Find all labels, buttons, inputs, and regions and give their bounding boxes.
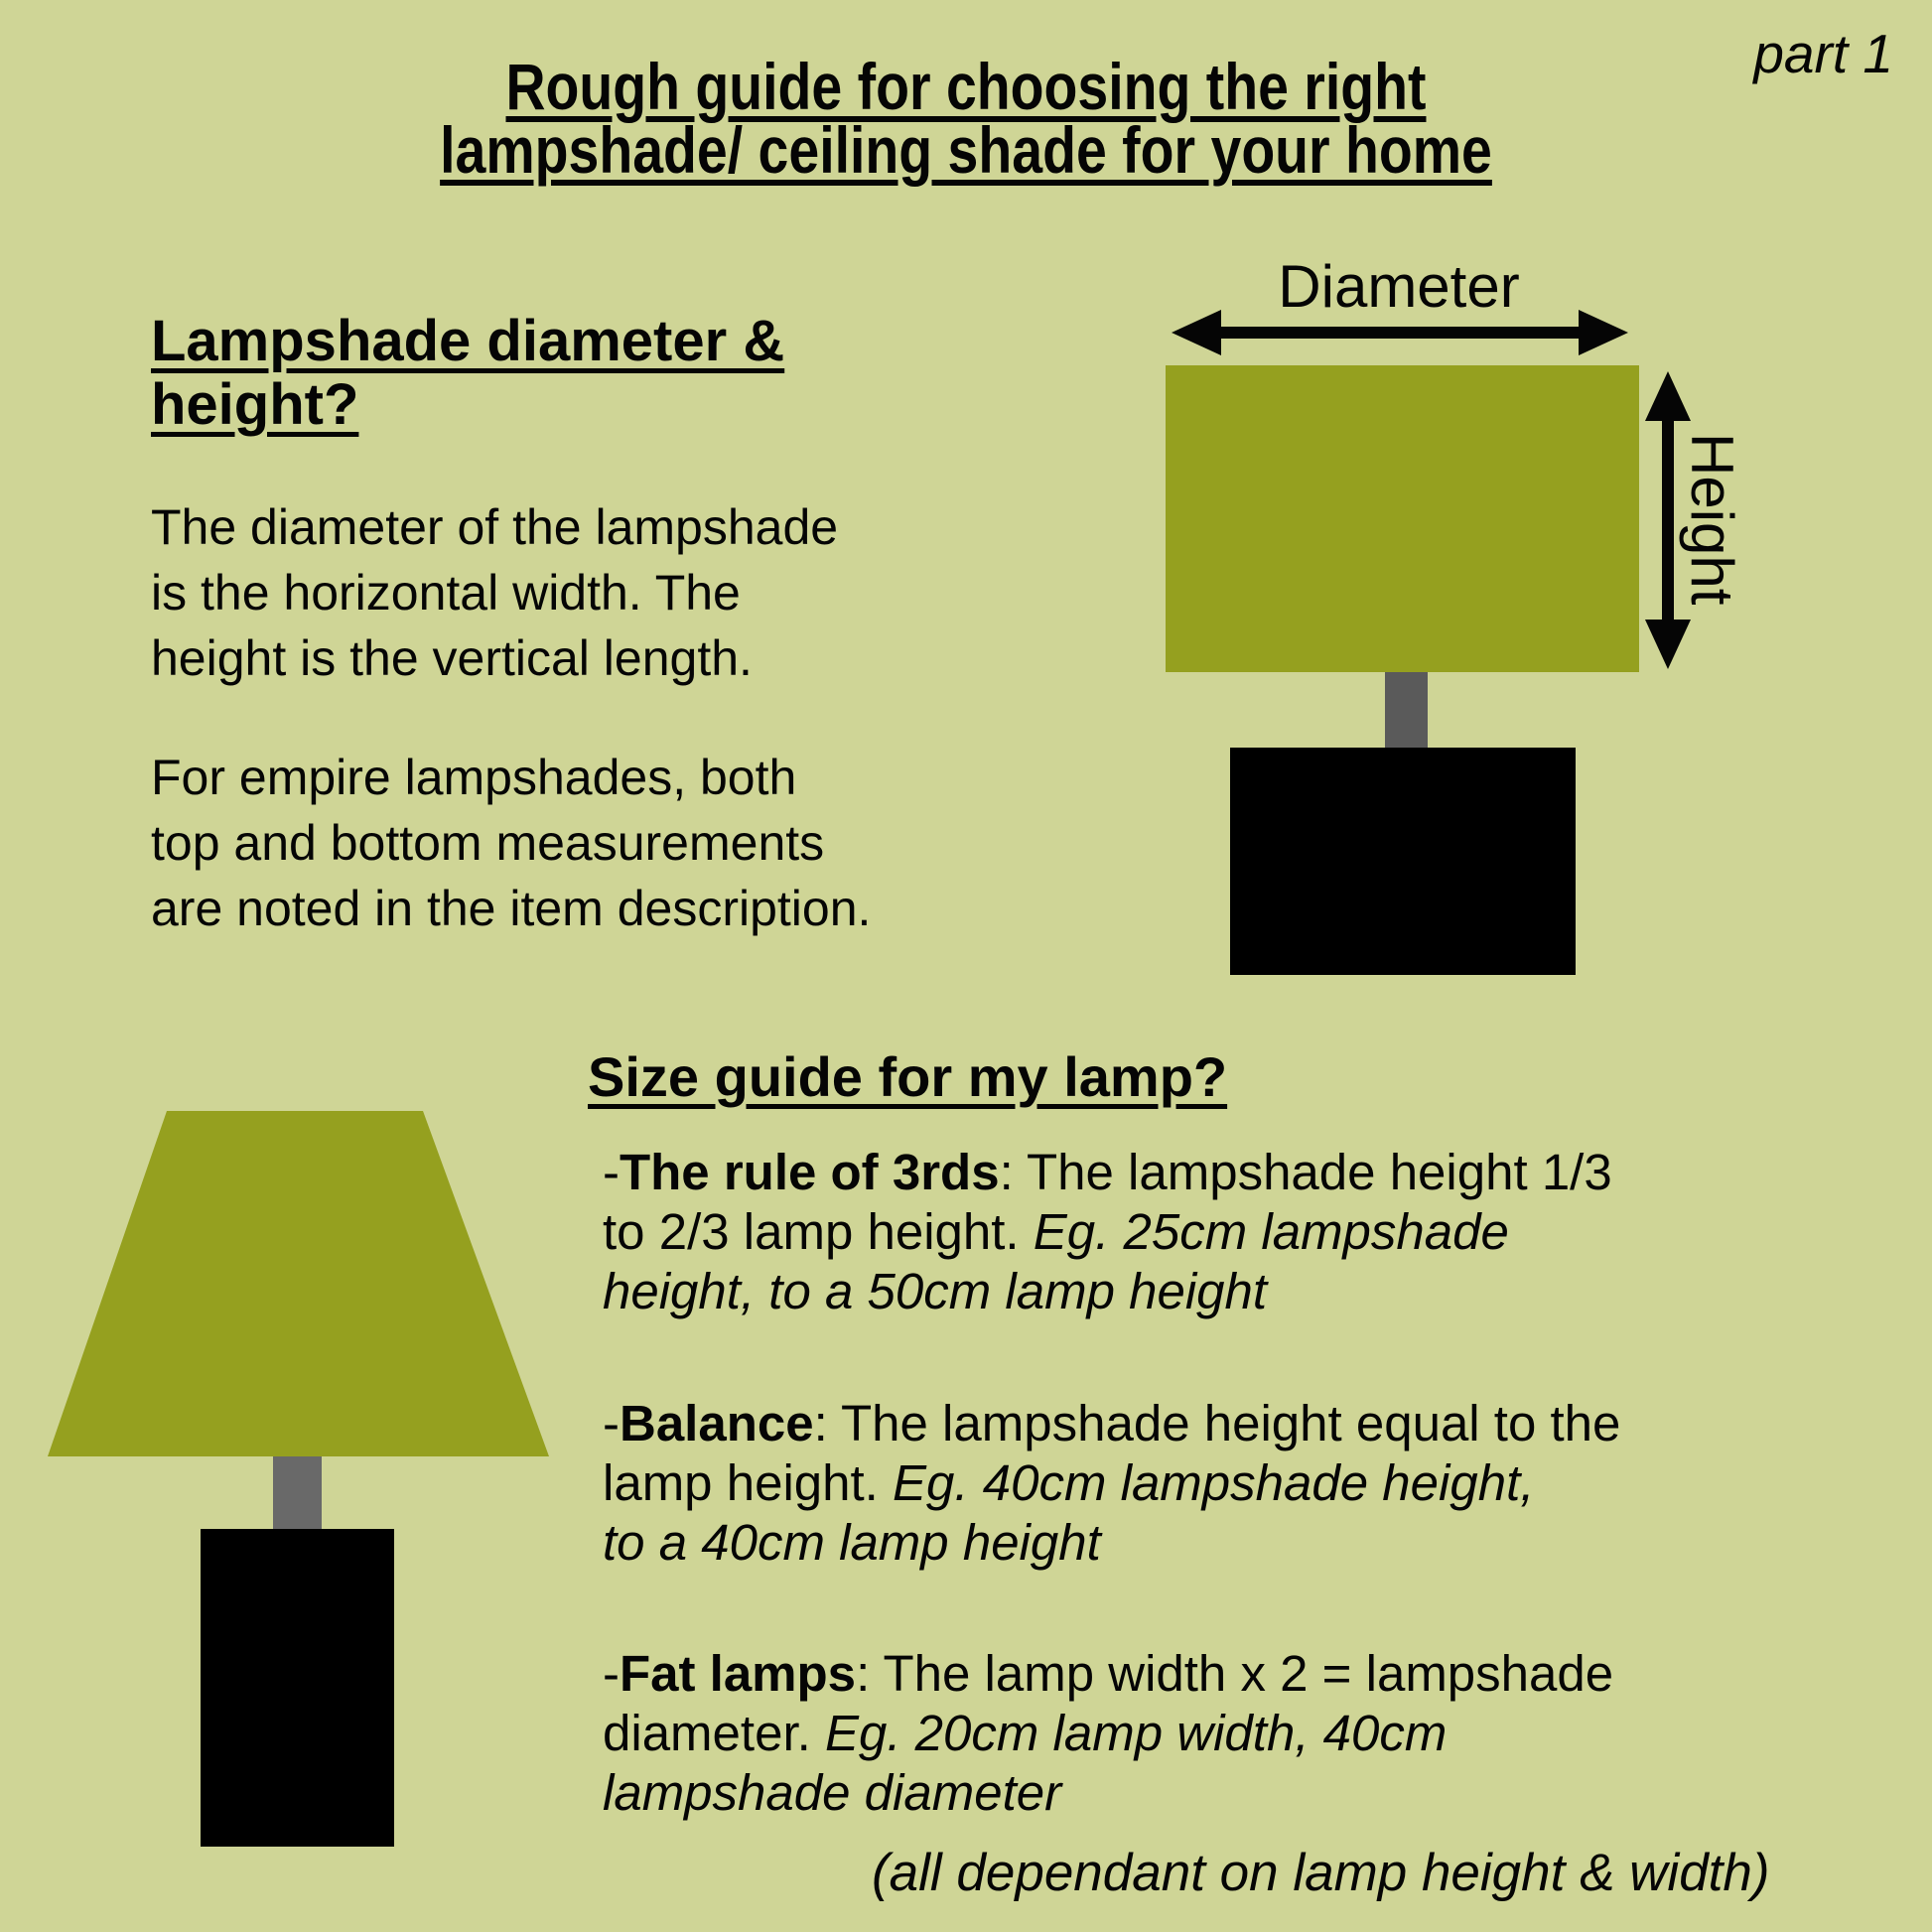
lamp-stem — [273, 1456, 322, 1529]
bullet-text: : The lamp width x 2 = lampshade — [856, 1645, 1614, 1702]
bullet-text: to 2/3 lamp height. — [603, 1203, 1034, 1260]
size-guide-heading-text: Size guide for my lamp? — [588, 1045, 1228, 1108]
balance-bullet — [603, 1394, 1883, 1573]
bullet-example: to a 40cm lamp height — [603, 1514, 1101, 1571]
bullet-dash: - — [603, 1645, 620, 1702]
diameter-arrow-icon — [1170, 303, 1630, 362]
part-label: part 1 — [1753, 23, 1893, 84]
bullet-term: Fat lamps — [619, 1645, 857, 1702]
lamp-stem — [1385, 672, 1428, 748]
bullet-text: : The lampshade height 1/3 — [999, 1144, 1612, 1200]
bullet-example: height, to a 50cm lamp height — [603, 1263, 1268, 1319]
bullet-example: lampshade diameter — [603, 1764, 1062, 1821]
paragraph-line: The diameter of the lampshade — [151, 499, 839, 555]
page-title-line1: Rough guide for choosing the right — [505, 50, 1427, 123]
fat-lamps-bullet — [603, 1644, 1883, 1823]
page-title — [155, 50, 1778, 187]
size-guide-heading — [588, 1044, 1227, 1109]
bullet-text: lamp height. — [603, 1454, 894, 1511]
bullet-dash: - — [603, 1144, 620, 1200]
intro-paragraph-2 — [151, 745, 871, 941]
bullet-term: Balance — [619, 1395, 814, 1451]
paragraph-line: is the horizontal width. The — [151, 565, 741, 621]
bullet-dash: - — [603, 1395, 620, 1451]
intro-heading-line1: Lampshade diameter & — [151, 309, 785, 373]
lampshade-rect — [1166, 365, 1639, 672]
rule-of-3rds-bullet — [603, 1143, 1883, 1321]
lampshade-trapezoid — [48, 1111, 549, 1456]
bullet-example: Eg. 25cm lampshade — [1033, 1203, 1509, 1260]
paragraph-line: top and bottom measurements — [151, 815, 825, 871]
intro-heading — [151, 310, 784, 437]
lamp-base — [201, 1529, 394, 1847]
page-title-line2: lampshade/ ceiling shade for your home — [440, 113, 1492, 187]
intro-paragraph-1 — [151, 494, 838, 691]
paragraph-line: height is the vertical length. — [151, 630, 753, 686]
bullet-text: diameter. — [603, 1705, 825, 1761]
height-label: Height — [1679, 433, 1745, 606]
paragraph-line: are noted in the item description. — [151, 881, 872, 936]
diameter-label: Diameter — [1278, 253, 1520, 320]
lamp-base — [1230, 748, 1576, 975]
footnote: (all dependant on lamp height & width) — [872, 1844, 1770, 1902]
bullet-example: Eg. 40cm lampshade height, — [893, 1454, 1535, 1511]
bullet-example: Eg. 20cm lamp width, 40cm — [824, 1705, 1448, 1761]
intro-heading-line2: height? — [151, 372, 359, 437]
paragraph-line: For empire lampshades, both — [151, 750, 797, 805]
bullet-text: : The lampshade height equal to the — [813, 1395, 1621, 1451]
bullet-term: The rule of 3rds — [619, 1144, 1000, 1200]
